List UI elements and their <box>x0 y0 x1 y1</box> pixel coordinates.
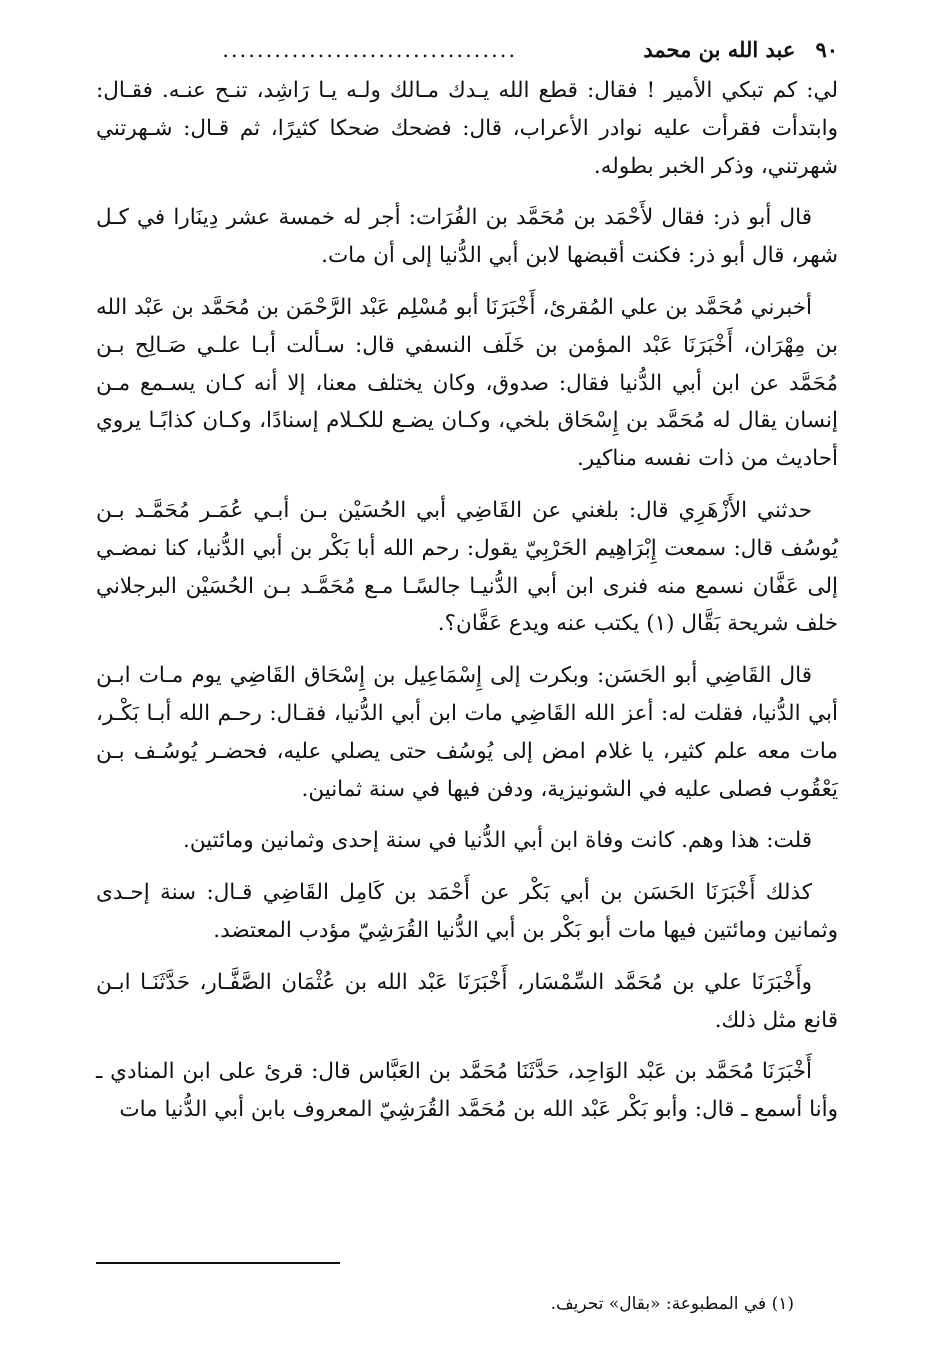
paragraph-8: وأَخْبَرَنَا علي بن مُحَمَّد السِّمْسَار، أَخْبَرَنَا عَبْد الله بن عُثْمَان الصَّفَّـار، حَدَّثَنَـا ابـن قانع مثل ذلك. <box>96 969 838 1033</box>
body-text <box>96 72 838 1129</box>
paragraph-1: لي: كم تبكي الأمير ! فقال: قطع الله يـدك مـالك ولـه يـا رَاشِد، تنـح عنـه. فقـال: وابتدأت فقرأت عليه نوادر الأعراب، قال: فضحك ضحكا كثيرًا، ثم قـال: شـهرتني شهرتني، وذكر الخبر بطوله. <box>96 78 838 179</box>
footnote: (١) في المطبوعة: «بقال» تحريف. <box>550 1294 794 1314</box>
running-head <box>96 28 838 72</box>
paragraph-7: كذلك أَخْبَرَنَا الحَسَن بن أبي بَكْر عن أَحْمَد بن كَامِل القَاضِي قـال: سنة إحـدى وثمانين ومائتين فيها مات أبو بَكْر بن أبي الدُّنيا القُرَشِيّ مؤدب المعتضد. <box>96 880 838 943</box>
page-number: ٩٠ <box>815 37 838 62</box>
paragraph-5: قال القَاضِي أبو الحَسَن: وبكرت إلى إِسْمَاعِيل بن إِسْحَاق القَاضِي يوم مـات ابـن أبي الدُّنيا، فقلت له: أعز الله القَاضِي مات ابن أبي الدُّنيا، فقـال: رحـم الله أبـا بَكْـر، مات معه علم كثير، يا غلام امض إلى يُوسُف حتى يصلي عليه، فحضـر يُوسُـف بـن يَعْقُوب فصلى عليه في الشونيزية، ودفن فيها في سنة ثمانين. <box>96 663 838 802</box>
footnote-divider <box>96 1262 340 1264</box>
paragraph-6: قلت: هذا وهم. كانت وفاة ابن أبي الدُّنيا في سنة إحدى وثمانين ومائتين. <box>182 828 812 854</box>
leader-dots: .................................. <box>222 38 518 62</box>
paragraph-3: أخبرني مُحَمَّد بن علي المُقرئ، أَخْبَرَنَا أبو مُسْلِم عَبْد الرَّحْمَن بن مُحَمَّد بن عَبْد الله بن مِهْرَان، أَخْبَرَنَا عَبْد المؤمن بن خَلَف النسفي قال: سـألت أبـا علـي صَـالِح بـن مُحَمَّد عن ابن أبي الدُّنيا فقال: صدوق، وكان يختلف معنا، إلا أنه كـان يسـمع مـن إنسان يقال له مُحَمَّد بن إِسْحَاق بلخي، وكـان يضـع للكـلام إسنادًا، وكـان كذابًـا يروي أحاديث من ذات نفسه مناكير. <box>96 294 838 472</box>
running-head-title: عبد الله بن محمد <box>643 37 796 62</box>
document-page <box>96 28 838 1143</box>
paragraph-9: أَخْبَرَنَا مُحَمَّد بن عَبْد الوَاحِد، حَدَّثَنَا مُحَمَّد بن العَبَّاس قال: قرئ على ابن المنادي ـ وأنا أسمع ـ قال: وأبو بَكْر عَبْد الله بن مُحَمَّد القُرَشِيّ المعروف بابن أبي الدُّنيا مات <box>96 1059 838 1123</box>
paragraph-4: حدثني الأَزْهَرِي قال: بلغني عن القَاضِي أبي الحُسَيْن بـن أبـي عُمَـر مُحَمَّـد بـن يُوسُف قال: سمعت إِبْرَاهِيم الحَرْبِيّ يقول: رحم الله أبا بَكْر بن أبي الدُّنيا، كنا نمضـي إلى عَفَّان نسمع منه فنرى ابن أبي الدُّنيـا جالسًـا مـع مُحَمَّـد بـن الحُسَيْن البرجلاني خلف شريحة بَقَّال (١) يكتب عنه ويدع عَفَّان؟. <box>96 497 838 637</box>
paragraph-2: قال أبو ذر: فقال لأَحْمَد بن مُحَمَّد بن الفُرَات: أجر له خمسة عشر دِينَارا في كـل شهر، قال أبو ذر: فكنت أقبضها لابن أبي الدُّنيا إلى أن مات. <box>96 205 838 269</box>
